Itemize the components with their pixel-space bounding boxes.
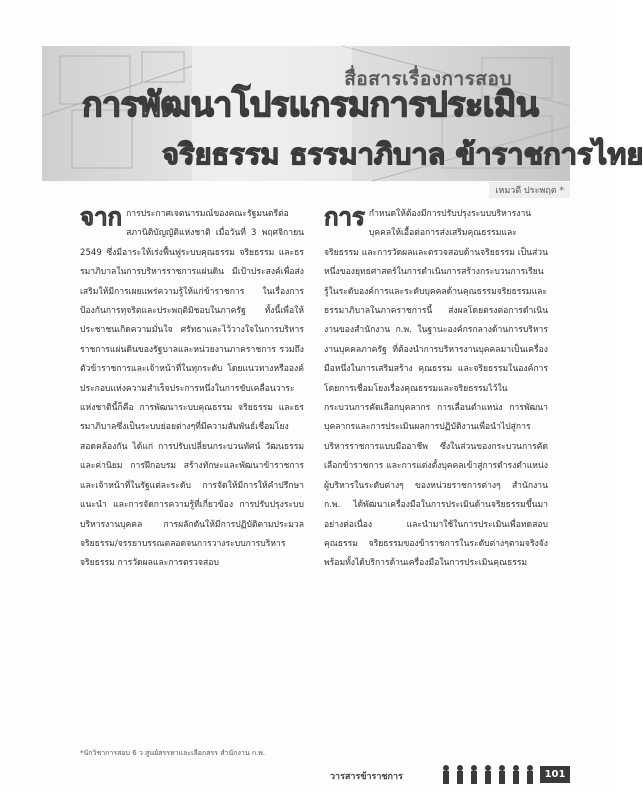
body-column-left bbox=[80, 205, 304, 574]
page-footer bbox=[330, 764, 570, 784]
article-subtitle: จริยธรรม ธรรมาภิบาล ข้าราชการไทย bbox=[162, 137, 643, 171]
paragraph-text: กำหนดให้ต้องมีการปรับปรุงระบบบริหารงานบุคคลให้เอื้อต่อการส่งเสริมคุณธรรมและจริยธรรม และการวัดผลและตรวจสอบด้านจริยธรรม เป็นส่วนหนึ่งของยุทธศาสตร์ในการดำเนินการสร้างกระบวนการเรียนรู้ในระดับองค์การและระดับบุคคลด้านคุณธรรมจริยธรรมและธรรมาภิบาลในภาคราชการนี้ ส่งผลโดยตรงต่อการดำเนินงานของสำนักงาน ก.พ. ในฐานะองค์กรกลางด้านการบริหารงานบุคคลภาครัฐ ที่ต้องนำการบริหารงานบุคคลมาเป็นเครื่องมือหนึ่งในการเสริมสร้าง คุณธรรม และจริยธรรมในองค์การ โดยการเชื่อมโยงเรื่องคุณธรรมและจริยธรรมไว้ในกระบวนการคัดเลือกบุคลากร การเลื่อนตำแหน่ง การพัฒนาบุคลากรและการประเมินผลการปฏิบัติงานเพื่อนำไปสู่การบริหารราชการแบบมืออาชีพ ซึ่งในส่วนของกระบวนการคัดเลือกข้าราชการ และการแต่งตั้งบุคคลเข้าสู่การดำรงตำแหน่งผู้บริหารในระดับต่างๆ ของหน่วยราชการต่างๆ สำนักงาน ก.พ. ได้พัฒนาเครื่องมือในการประเมินด้านจริยธรรมขึ้นมาอย่างต่อเนื่อง และนำมาใช้ในการประเมินเพื่อทดสอบคุณธรรม จริยธรรมของข้าราชการในระดับต่างๆตามจริงจัง พร้อมทั้งได้บริการด้านเครื่องมือในการประเมินคุณธรรม bbox=[324, 209, 548, 569]
drop-cap: จาก bbox=[80, 203, 123, 231]
people-silhouettes-icon bbox=[438, 764, 538, 784]
journal-name: วารสารข้าราชการ bbox=[330, 772, 403, 782]
header-banner bbox=[42, 46, 643, 181]
body-column-right bbox=[324, 205, 548, 574]
article-title: การพัฒนาโปรแกรมการประเมิน bbox=[82, 85, 539, 125]
footnote: *นักวิชาการสอบ 6 ว สูนย์สรรหาและเลือกสรร สำนักงาน ก.พ. bbox=[80, 749, 266, 757]
author-byline: เหมวดี ประพฤต * bbox=[489, 182, 570, 198]
page-number: 101 bbox=[540, 766, 570, 783]
paragraph bbox=[324, 205, 548, 574]
paragraph bbox=[80, 205, 304, 574]
drop-cap: การ bbox=[324, 203, 365, 231]
paragraph-text: การประกาศเจตนารมณ์ของคณะรัฐมนตรีต่อสภานิติบัญญัติแห่งชาติ เมื่อวันที่ 3 พฤศจิกายน 2549 ซึ่งมีอาระให้เร่งฟื้นฟูระบบคุณธรรม จริยธรรม และธรรมาภิบาลในการบริหารราชการแผ่นดิน มีเป้าประสงค์เพื่อส่งเสริมให้มีการเผยแพร่ความรู้ให้แก่ข้าราชการ ในเรื่องการป้องกันการทุจริตและประพฤติมิชอบในภาครัฐ ทั้งนี้เพื่อให้ประชาชนเกิดความมั่นใจ ศรัทธาและไว้วางใจในการบริหารราชการแผ่นดินของรัฐบาลและหน่วยงานภาคราชการ รวมถึงตัวข้าราชการและเจ้าหน้าที่ในทุกระดับ โดยแนวทางหรือองค์ประกอบแห่งความสำเร็จประการหนึ่งในการขับเคลื่อนวาระแห่งชาตินี้ก็คือ การพัฒนาระบบคุณธรรม จริยธรรม และธรรมาภิบาลซึ่งเป็นระบบย่อยต่างๆที่มีความสัมพันธ์เชื่อมโยงสอดคล้องกัน ได้แก่ การปรับเปลี่ยนกระบวนทัศน์ วัฒนธรรมและค่านิยม การฝึกอบรม สร้างทักษะและพัฒนาข้าราชการและเจ้าหน้าที่ในรัฐแต่ละระดับ การจัดให้มีการให้คำปรึกษาแนะนำ และการจัดการความรู้ที่เกี่ยวข้อง การปรับปรุงระบบบริหารงานบุคคล การผลักดันให้มีการปฏิบัติตามประมวลจริยธรรม/จรรยาบรรณตลอดจนการวางระบบการบริหารจริยธรรม การวัดผลและการตรวจสอบ bbox=[80, 209, 304, 569]
section-kicker: สื่อสารเรื่องการสอบ bbox=[344, 68, 512, 90]
